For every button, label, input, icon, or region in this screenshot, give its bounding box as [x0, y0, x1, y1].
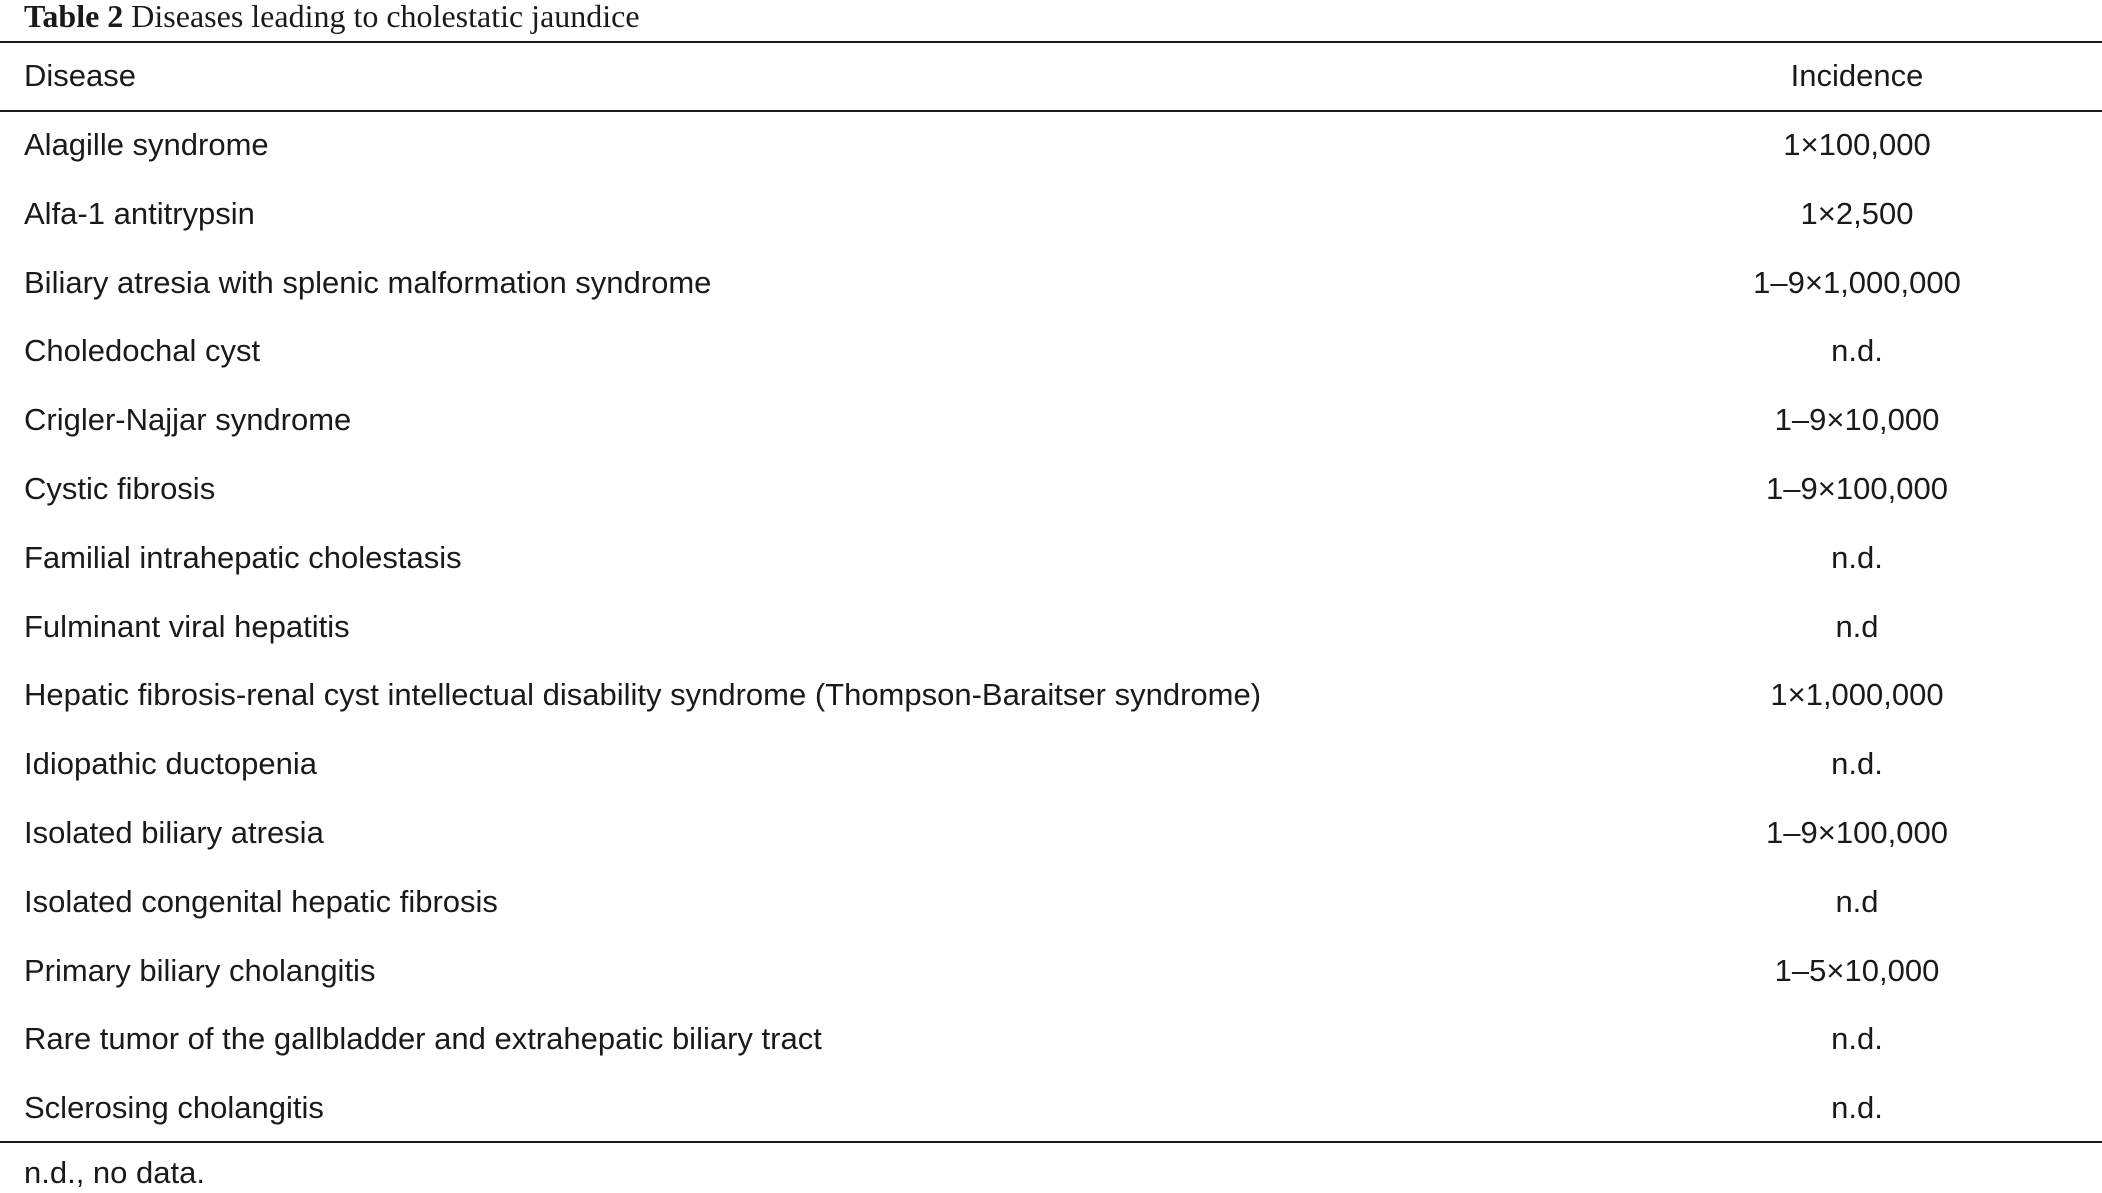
incidence-cell: 1–9×10,000: [1774, 402, 1940, 438]
disease-cell: Rare tumor of the gallbladder and extrahepatic biliary tract: [24, 1021, 822, 1057]
disease-cell: Familial intrahepatic cholestasis: [24, 539, 462, 575]
incidence-cell: 1×1,000,000: [1770, 677, 1944, 713]
incidence-cell: n.d.: [1831, 1090, 1883, 1126]
table-header-row: [0, 56, 2102, 96]
table-caption-label: Table 2: [24, 0, 124, 34]
table-caption: [24, 0, 640, 40]
incidence-cell: 1×100,000: [1783, 127, 1931, 162]
table-row: [0, 538, 2102, 578]
incidence-cell: n.d: [1835, 608, 1879, 644]
table-row: [0, 882, 2102, 922]
incidence-cell: n.d.: [1831, 1021, 1883, 1057]
table-caption-text: Diseases leading to cholestatic jaundice: [123, 0, 640, 34]
incidence-cell: 1×2,500: [1800, 195, 1914, 231]
incidence-cell: 1–9×100,000: [1766, 471, 1948, 506]
disease-cell: Biliary atresia with splenic malformation syndrome: [24, 264, 712, 300]
disease-cell: Alfa-1 antitrypsin: [24, 195, 255, 231]
incidence-cell: n.d.: [1831, 539, 1883, 575]
incidence-cell: 1–5×10,000: [1774, 952, 1940, 988]
disease-cell: Cystic fibrosis: [24, 471, 216, 506]
table-row: [0, 125, 2102, 165]
table-row: [0, 331, 2102, 371]
table-header-rule: [0, 110, 2102, 112]
table-bottom-rule: [0, 1141, 2102, 1143]
table-row: [0, 400, 2102, 440]
disease-cell: Idiopathic ductopenia: [24, 746, 318, 782]
disease-cell: Primary biliary cholangitis: [24, 952, 376, 988]
disease-cell: Crigler-Najjar syndrome: [24, 402, 352, 438]
table-row: [0, 951, 2102, 991]
incidence-cell: n.d.: [1831, 333, 1883, 369]
incidence-cell: 1–9×100,000: [1766, 815, 1948, 850]
table-row: [0, 675, 2102, 715]
disease-cell: Hepatic fibrosis-renal cyst intellectual disability syndrome (Thompson-Baraitser syndrome): [24, 677, 1262, 713]
table-row: [0, 469, 2102, 509]
column-header-incidence: Incidence: [1790, 58, 1924, 93]
table-row: [0, 607, 2102, 647]
incidence-cell: 1–9×1,000,000: [1753, 264, 1961, 300]
table-row: [0, 1088, 2102, 1128]
table-top-rule: [0, 41, 2102, 43]
column-header-disease: Disease: [24, 58, 136, 93]
disease-cell: Isolated congenital hepatic fibrosis: [24, 883, 498, 919]
incidence-cell: n.d.: [1831, 746, 1883, 782]
disease-cell: Fulminant viral hepatitis: [24, 608, 350, 644]
disease-cell: Alagille syndrome: [24, 127, 269, 162]
table-row: [0, 263, 2102, 303]
table-row: [0, 744, 2102, 784]
table-row: [0, 1019, 2102, 1059]
table-row: [0, 813, 2102, 853]
table-row: [0, 194, 2102, 234]
disease-cell: Choledochal cyst: [24, 333, 261, 369]
disease-cell: Isolated biliary atresia: [24, 815, 324, 850]
incidence-cell: n.d: [1835, 883, 1879, 919]
disease-cell: Sclerosing cholangitis: [24, 1090, 324, 1126]
table-footnote: n.d., no data.: [24, 1155, 205, 1190]
